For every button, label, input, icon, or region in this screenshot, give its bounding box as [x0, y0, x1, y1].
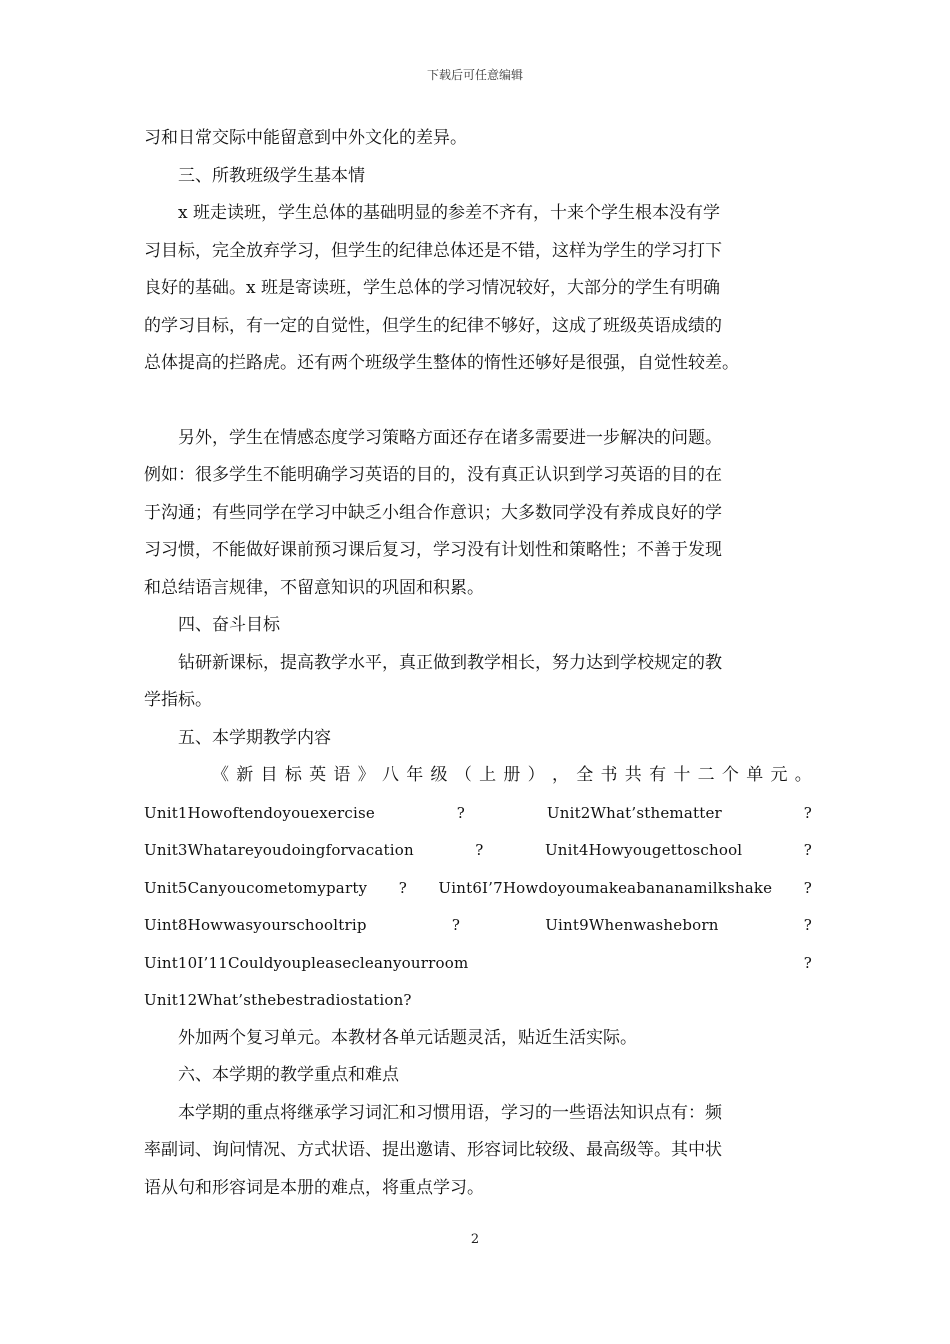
paragraph-line: 率副词、询问情况、方式状语、提出邀请、形容词比较级、最高级等。其中状: [144, 1140, 722, 1160]
book-line-char: 十: [673, 765, 691, 785]
book-line-char: 书: [600, 765, 618, 785]
book-line-char: 英: [309, 765, 327, 785]
paragraph-line: 总体提高的拦路虎。还有两个班级学生整体的惰性还够好是很强，自觉性较差。: [144, 353, 739, 373]
unit-title: Unit3Whatareyoudoingforvacation: [144, 841, 414, 859]
paragraph-line: 语从句和形容词是本册的难点，将重点学习。: [144, 1177, 484, 1198]
book-line-char: ）: [527, 765, 545, 785]
book-line-char: 语: [333, 765, 351, 785]
section-heading-3: 三、所教班级学生基本情: [178, 165, 365, 186]
book-description-line: [144, 757, 812, 795]
page-header: 下载后可任意编辑: [426, 68, 523, 82]
book-line-char: 。: [794, 765, 812, 785]
paragraph-line: x 班走读班，学生总体的基础明显的参差不齐有，十来个学生根本没有学: [178, 203, 720, 223]
section-heading-6: 六、本学期的教学重点和难点: [178, 1065, 399, 1085]
unit-title: Unit5Canyoucometomyparty: [144, 878, 368, 897]
unit-mark: ?: [803, 841, 812, 859]
unit-title: Uint10I’11Couldyoupleasecleanyourroom: [144, 953, 469, 972]
page-number: 2: [470, 1232, 480, 1247]
unit-mark: ?: [803, 803, 812, 822]
paragraph-line: 的学习目标，有一定的自觉性，但学生的纪律不够好，这成了班级英语成绩的: [144, 315, 722, 336]
book-line-char: 八: [381, 765, 399, 785]
paragraph-line: 学指标。: [144, 690, 212, 710]
paragraph-line: 习和日常交际中能留意到中外文化的差异。: [144, 128, 467, 148]
paragraph-line: 例如：很多学生不能明确学习英语的目的，没有真正认识到学习英语的目的在: [144, 465, 722, 485]
unit-row: [144, 832, 812, 870]
unit-title: Uint6I’7Howdoyoumakeabananamilkshake: [438, 878, 773, 897]
book-line-char: 新: [236, 765, 254, 785]
book-line-char: 二: [697, 765, 715, 785]
paragraph-line: 钻研新课标，提高教学水平，真正做到教学相长，努力达到学校规定的教: [178, 652, 722, 673]
paragraph-line: 习习惯，不能做好课前预习课后复习，学习没有计划性和策略性；不善于发现: [144, 540, 722, 560]
unit-title: Uint9Whenwasheborn: [545, 916, 719, 934]
unit-title: Unit12What’sthebestradiostation?: [144, 991, 412, 1009]
unit-row: [144, 795, 812, 833]
unit-mark: ?: [451, 916, 461, 934]
paragraph-line: 外加两个复习单元。本教材各单元话题灵活，贴近生活实际。: [178, 1027, 637, 1048]
unit-title: Unit1Howoftendoyouexercise: [144, 803, 375, 822]
unit-title: Unit2What’sthematter: [546, 803, 722, 822]
paragraph-line: 和总结语言规律，不留意知识的巩固和积累。: [144, 577, 484, 598]
paragraph-line: 本学期的重点将继承学习词汇和习惯用语，学习的一些语法知识点有：频: [178, 1102, 722, 1123]
unit-row: [144, 870, 812, 908]
book-line-char: 年: [406, 765, 424, 785]
section-heading-5: 五、本学期教学内容: [178, 727, 331, 748]
book-line-char: 上: [479, 765, 497, 785]
unit-mark: ?: [456, 803, 466, 822]
book-line-char: 单: [746, 765, 764, 785]
unit-mark: ?: [803, 953, 812, 972]
unit-row: [144, 982, 812, 1020]
unit-title: Uint8Howwasyourschooltrip: [144, 916, 367, 934]
unit-mark: ?: [398, 878, 407, 897]
book-line-char: 全: [576, 765, 594, 785]
book-line-char: 级: [430, 765, 448, 785]
book-line-char: ，: [551, 765, 569, 785]
section-heading-4: 四、奋斗目标: [178, 615, 280, 635]
unit-title: Unit4Howyougettoschool: [544, 841, 743, 859]
book-line-char: 标: [284, 765, 302, 785]
unit-mark: ?: [475, 841, 484, 859]
paragraph-gap: [144, 383, 812, 420]
paragraph-line: 另外，学生在情感态度学习策略方面还存在诸多需要进一步解决的问题。: [178, 427, 722, 448]
unit-row: [144, 907, 812, 945]
unit-row: [144, 945, 812, 983]
paragraph-line: 于沟通；有些同学在学习中缺乏小组合作意识；大多数同学没有养成良好的学: [144, 502, 722, 523]
book-line-char: 元: [770, 765, 788, 785]
book-line-char: 》: [357, 765, 375, 785]
unit-mark: ?: [803, 916, 812, 934]
book-line-char: 《: [212, 765, 229, 785]
book-line-char: （: [454, 765, 472, 785]
paragraph-line: 习目标，完全放弃学习，但学生的纪律总体还是不错，这样为学生的学习打下: [144, 240, 722, 261]
document-body: [144, 120, 812, 1207]
unit-mark: ?: [803, 878, 812, 897]
book-line-char: 共: [624, 765, 642, 785]
book-line-char: 个: [721, 765, 739, 785]
book-line-char: 目: [260, 765, 278, 785]
book-line-char: 有: [649, 765, 667, 785]
book-line-char: 册: [503, 765, 521, 785]
paragraph-line: 良好的基础。x 班是寄读班，学生总体的学习情况较好，大部分的学生有明确: [144, 278, 720, 298]
